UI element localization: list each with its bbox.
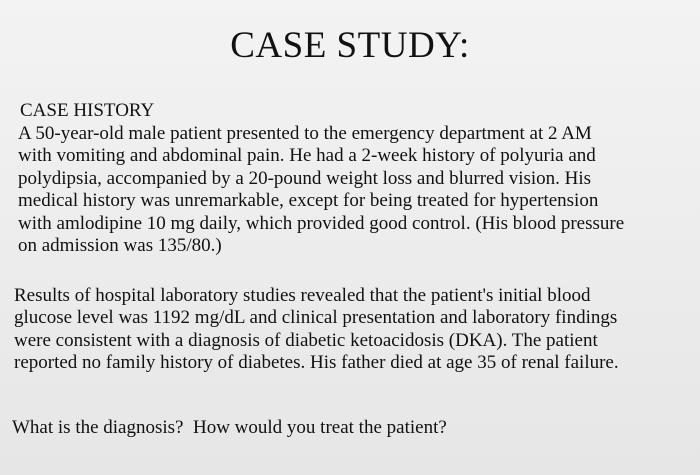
paragraph-line: with vomiting and abdominal pain. He had a 2-week history of polyuria and — [18, 145, 596, 167]
paragraph-line: A 50-year-old male patient presented to the emergency department at 2 AM — [18, 123, 592, 144]
paragraph-line: Results of hospital laboratory studies revealed that the patient's initial blood — [14, 285, 591, 306]
case-history-paragraph — [18, 123, 678, 257]
paragraph-line: reported no family history of diabetes. His father died at age 35 of renal failure. — [14, 352, 619, 374]
paragraph-line: on admission was 135/80.) — [18, 235, 222, 257]
lab-results-paragraph — [14, 285, 689, 375]
question-text: What is the diagnosis? How would you treat the patient? — [12, 417, 447, 438]
paragraph-line: glucose level was 1192 mg/dL and clinical presentation and laboratory findings — [14, 307, 618, 329]
paragraph-line: polydipsia, accompanied by a 20-pound weight loss and blurred vision. His — [18, 167, 592, 189]
paragraph-line: medical history was unremarkable, except for being treated for hypertension — [18, 190, 599, 212]
paragraph-line: with amlodipine 10 mg daily, which provided good control. (His blood pressure — [18, 212, 625, 234]
page-title: CASE STUDY: — [230, 25, 470, 66]
paragraph-line: were consistent with a diagnosis of diabetic ketoacidosis (DKA). The patient — [14, 329, 598, 351]
section-label-case-history: CASE HISTORY — [20, 100, 155, 121]
